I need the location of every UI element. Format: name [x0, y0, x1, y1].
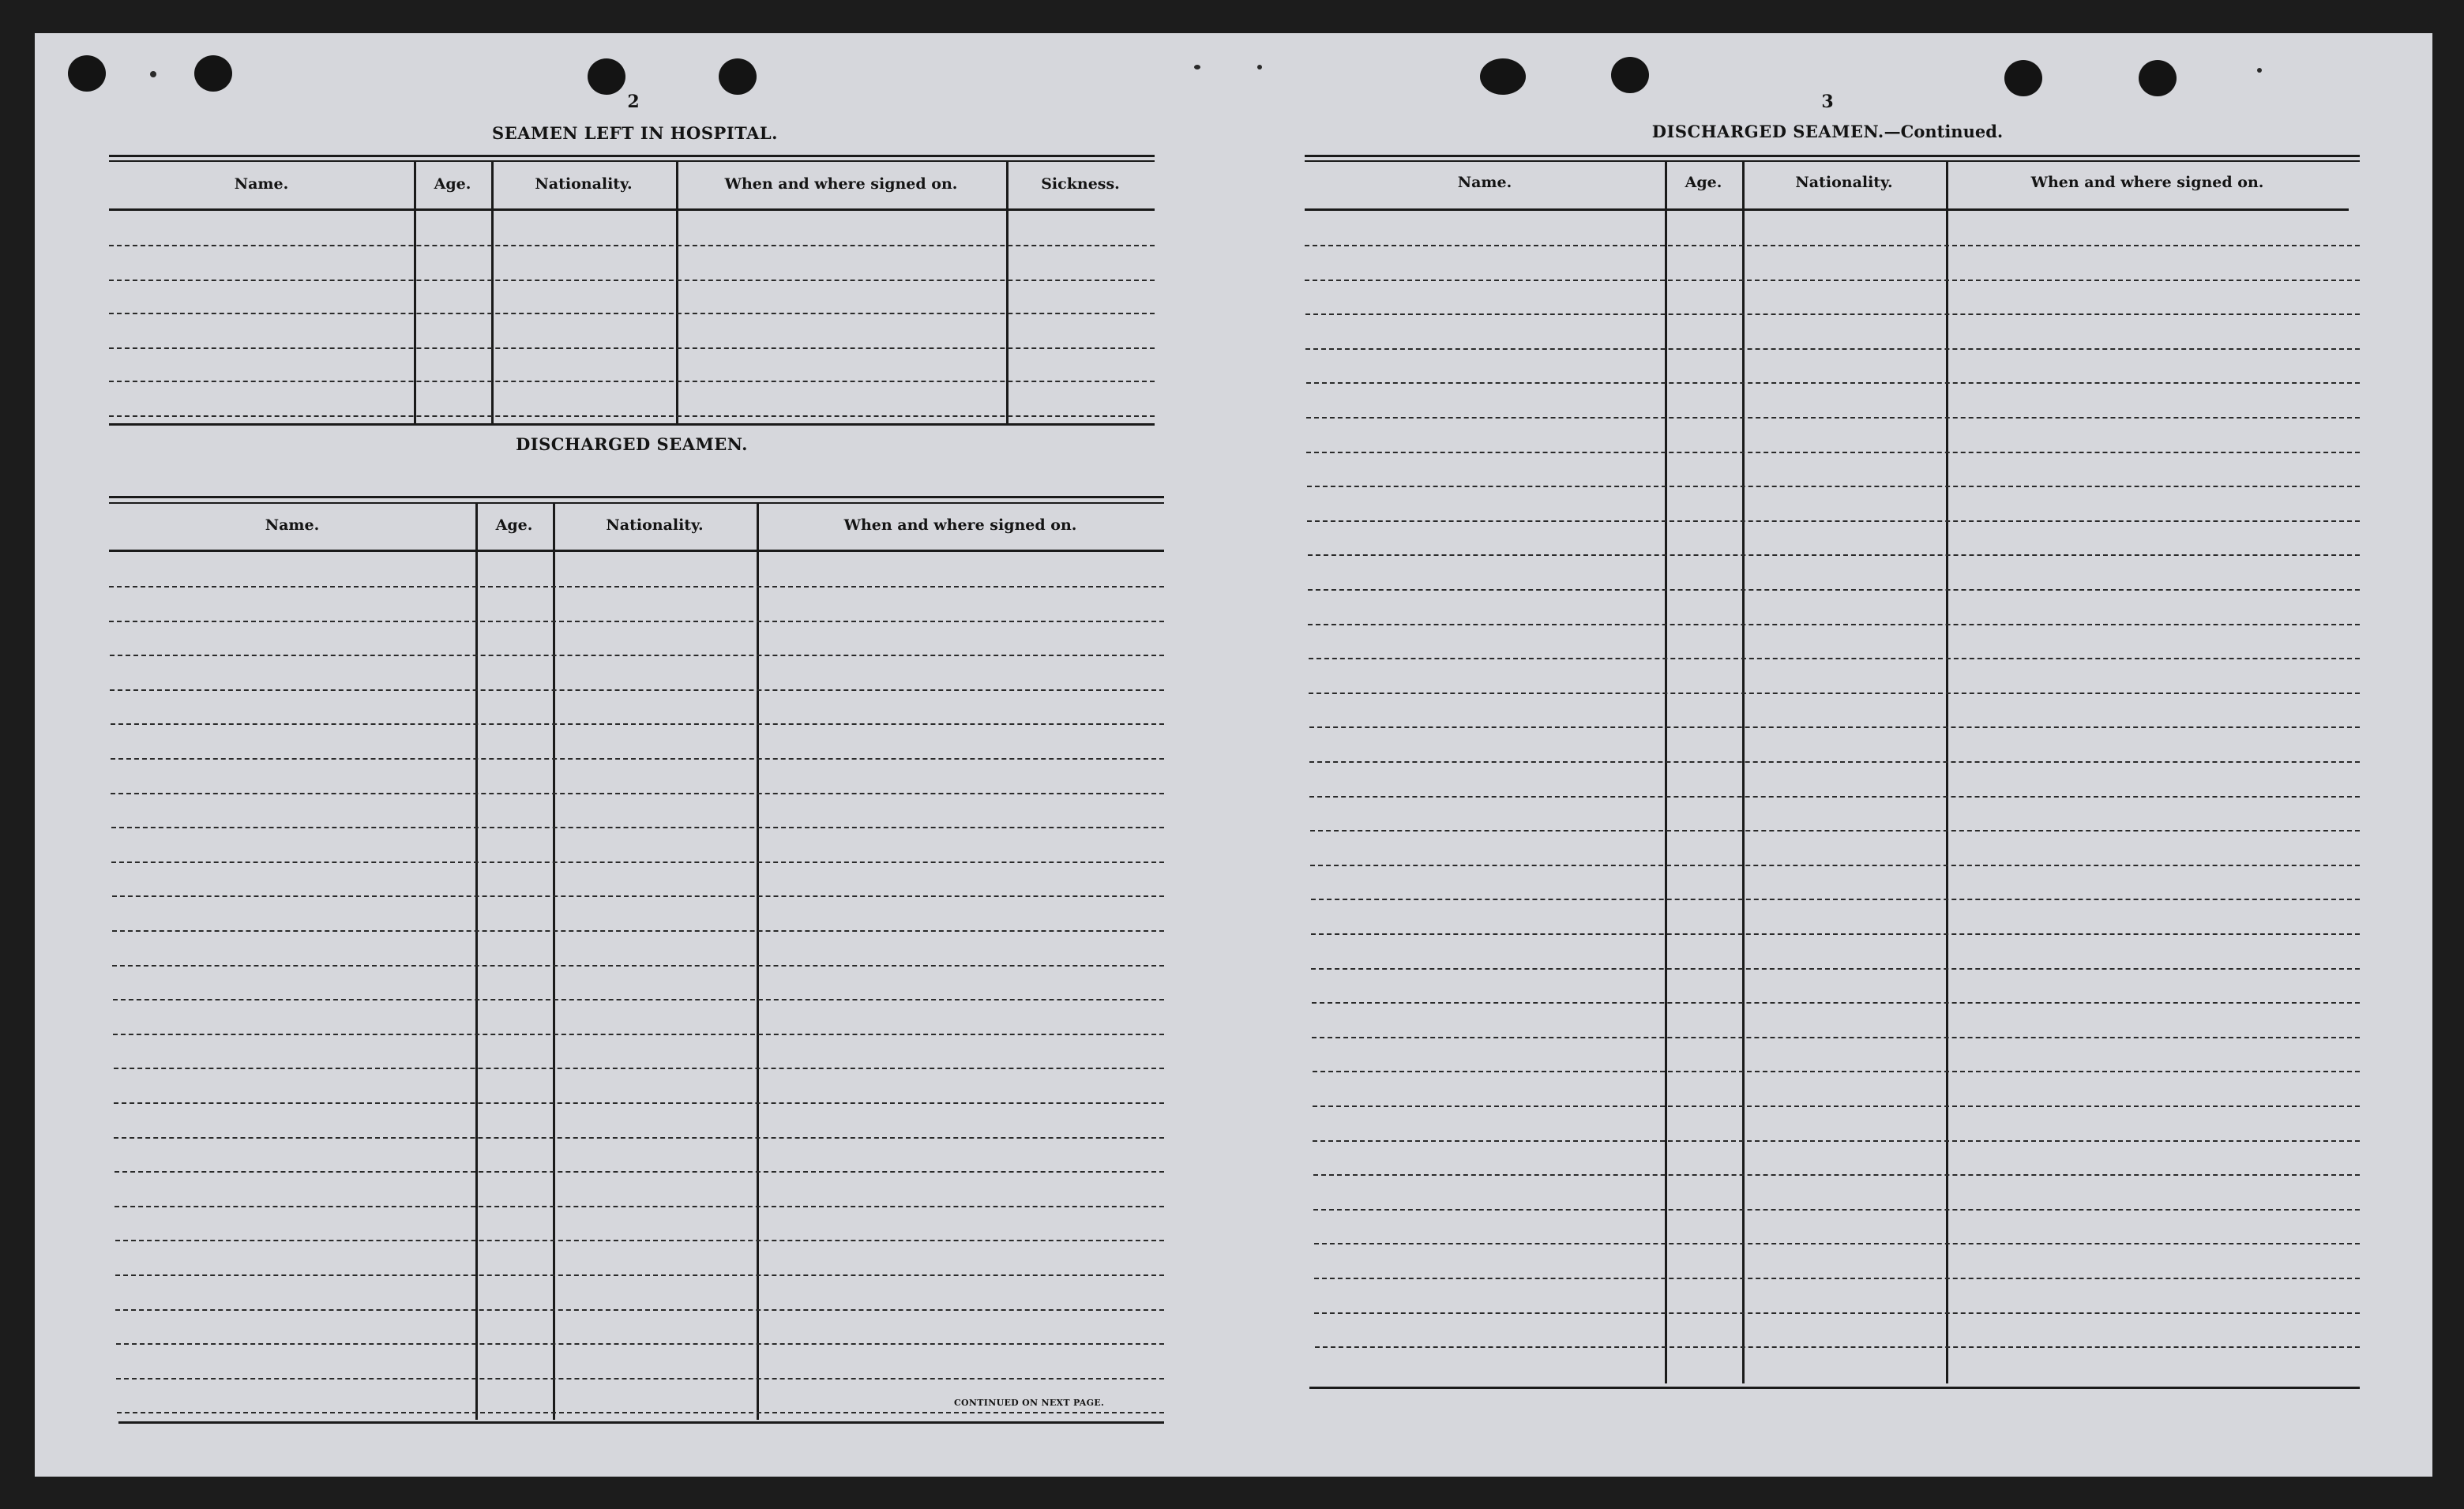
right-col-name: Name. — [1457, 174, 1512, 191]
speck — [150, 71, 156, 77]
page-number-left: 2 — [627, 92, 640, 112]
punch-hole — [1480, 58, 1526, 95]
discharged-col-nationality: Nationality. — [606, 516, 704, 534]
right-row-line — [1313, 1174, 2360, 1176]
right-row-line — [1309, 693, 2360, 694]
right-row-line — [1314, 1243, 2360, 1244]
discharged-row-line — [110, 655, 1164, 656]
discharged-row-line — [109, 621, 1164, 622]
punch-hole — [588, 58, 625, 95]
discharged-row-line — [115, 1206, 1164, 1207]
right-col-divider — [1946, 161, 1948, 1383]
hospital-col-divider — [414, 161, 416, 423]
right-row-line — [1306, 417, 2360, 419]
hospital-row-line — [109, 245, 1155, 246]
right-row-line — [1305, 348, 2360, 350]
right-row-line — [1309, 726, 2360, 728]
discharged-row-line — [111, 861, 1164, 863]
right-row-line — [1313, 1105, 2360, 1107]
hospital-row-line — [109, 313, 1155, 314]
discharged-col-divider — [553, 502, 555, 1420]
speck — [2257, 68, 2262, 73]
discharged-table-left — [109, 464, 1164, 1432]
right-col-signed-on: When and where signed on. — [2030, 174, 2264, 191]
speck — [1257, 65, 1262, 69]
continued-note: CONTINUED ON NEXT PAGE. — [954, 1398, 1105, 1408]
discharged-row-line — [117, 1412, 1164, 1413]
right-row-line — [1306, 452, 2360, 453]
right-row-line — [1309, 796, 2360, 798]
discharged-row-line — [111, 793, 1164, 794]
right-table-top-rule — [1305, 155, 2360, 157]
right-row-line — [1311, 968, 2360, 970]
discharged-col-name: Name. — [265, 516, 320, 534]
right-row-line — [1315, 1346, 2360, 1348]
punch-hole — [68, 55, 106, 92]
discharged-table-top-rule — [109, 496, 1164, 498]
right-row-line — [1313, 1071, 2360, 1072]
hospital-row-line — [109, 280, 1155, 281]
discharged-table-top-rule — [109, 502, 1164, 504]
page-number-right: 3 — [1821, 92, 1834, 112]
discharged-section-title-right — [1614, 122, 2041, 141]
hospital-table-bottom-rule — [109, 423, 1155, 426]
right-col-age: Age. — [1685, 174, 1722, 191]
discharged-col-divider — [475, 502, 478, 1420]
punch-hole — [1611, 57, 1649, 93]
discharged-row-line — [115, 1240, 1164, 1241]
discharged-row-line — [115, 1309, 1164, 1311]
hospital-col-nationality: Nationality. — [535, 175, 633, 193]
right-row-line — [1312, 1037, 2360, 1038]
discharged-row-line — [112, 930, 1164, 932]
right-col-divider — [1665, 161, 1667, 1383]
right-col-nationality: Nationality. — [1795, 174, 1893, 191]
discharged-row-line — [114, 1137, 1164, 1139]
right-row-line — [1313, 1209, 2360, 1211]
punch-hole — [2004, 60, 2042, 96]
punch-hole — [2139, 60, 2177, 96]
speck — [1194, 65, 1200, 69]
right-row-line — [1310, 830, 2360, 831]
right-row-line — [1309, 761, 2360, 763]
hospital-section-title: SEAMEN LEFT IN HOSPITAL. — [492, 123, 778, 143]
right-row-line — [1305, 245, 2360, 246]
right-row-line — [1313, 1140, 2360, 1142]
discharged-col-age: Age. — [495, 516, 533, 534]
right-row-line — [1305, 313, 2360, 315]
right-col-divider — [1742, 161, 1745, 1383]
right-header-rule — [1305, 208, 2349, 211]
right-row-line — [1310, 865, 2360, 866]
hospital-col-sickness: Sickness. — [1041, 175, 1120, 193]
punch-hole — [719, 58, 757, 95]
discharged-section-title-left: DISCHARGED SEAMEN. — [516, 434, 748, 454]
discharged-row-line — [116, 1378, 1164, 1379]
punch-hole — [194, 55, 232, 92]
discharged-row-line — [113, 999, 1164, 1000]
hospital-col-age: Age. — [434, 175, 471, 193]
right-row-line — [1314, 1278, 2360, 1279]
right-row-line — [1311, 899, 2360, 900]
hospital-table-top-rule — [109, 160, 1155, 162]
discharged-row-line — [115, 1171, 1164, 1173]
discharged-row-line — [111, 758, 1164, 760]
hospital-header-rule — [109, 208, 1155, 211]
right-row-line — [1305, 280, 2360, 281]
hospital-row-line — [109, 415, 1155, 417]
right-row-line — [1309, 658, 2360, 659]
right-table-bottom-rule — [1309, 1387, 2360, 1389]
hospital-table — [109, 155, 1155, 464]
discharged-header-rule — [109, 550, 1164, 552]
right-row-line — [1307, 486, 2360, 487]
hospital-col-name: Name. — [234, 175, 289, 193]
right-table-top-rule — [1305, 160, 2360, 162]
discharged-row-line — [112, 965, 1164, 967]
discharged-row-line — [113, 1034, 1164, 1035]
discharged-row-line — [114, 1102, 1164, 1104]
discharged-row-line — [116, 1343, 1164, 1345]
hospital-row-line — [109, 381, 1155, 382]
discharged-col-signed-on: When and where signed on. — [843, 516, 1077, 534]
hospital-col-divider — [1006, 161, 1009, 423]
hospital-col-divider — [491, 161, 494, 423]
right-row-line — [1312, 1002, 2360, 1004]
discharged-row-line — [115, 1274, 1164, 1276]
discharged-table-bottom-rule — [118, 1421, 1164, 1424]
discharged-row-line — [110, 689, 1164, 691]
title-main: DISCHARGED SEAMEN. — [1651, 122, 1884, 141]
document-sheet — [35, 33, 2432, 1477]
hospital-col-signed-on: When and where signed on. — [724, 175, 958, 193]
right-row-line — [1308, 624, 2360, 625]
right-row-line — [1307, 520, 2360, 522]
discharged-row-line — [109, 586, 1164, 587]
right-row-line — [1308, 589, 2360, 591]
discharged-row-line — [114, 1068, 1164, 1069]
hospital-row-line — [109, 347, 1155, 349]
discharged-col-divider — [757, 502, 759, 1420]
right-row-line — [1308, 554, 2360, 556]
title-continued: —Continued. — [1884, 122, 2004, 141]
hospital-table-top-rule — [109, 155, 1155, 157]
right-row-line — [1314, 1312, 2360, 1314]
discharged-table-right — [1305, 155, 2360, 1434]
right-row-line — [1311, 933, 2360, 935]
discharged-row-line — [111, 827, 1164, 828]
discharged-row-line — [111, 723, 1164, 725]
hospital-col-divider — [676, 161, 678, 423]
discharged-row-line — [112, 895, 1164, 897]
right-row-line — [1306, 382, 2360, 384]
